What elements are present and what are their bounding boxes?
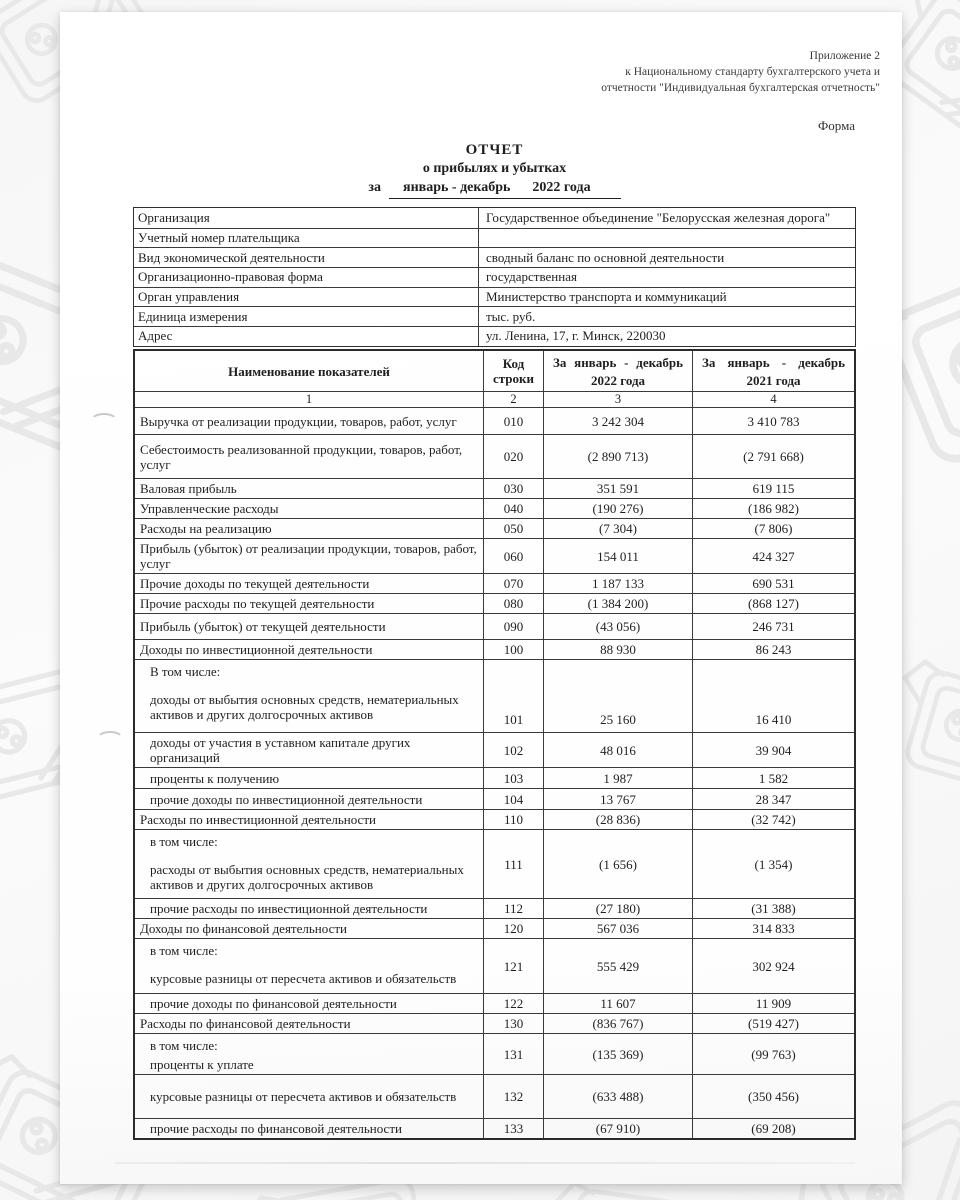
pl-row-070 — [135, 573, 854, 593]
pl-row-110 — [135, 809, 854, 829]
report-period — [133, 180, 856, 199]
row-name-cell — [135, 899, 483, 918]
info-row — [134, 208, 855, 228]
table-body — [135, 407, 854, 1138]
period-underlined — [389, 180, 621, 199]
row-name: проценты к уплате — [150, 1057, 254, 1072]
row-code: 121 — [483, 939, 543, 993]
row-name-cell — [135, 614, 483, 639]
row-value-2021: 11 909 — [692, 994, 854, 1013]
header-2022-line1: За январь - декабрь — [553, 354, 683, 370]
row-name: курсовые разницы от пересчета активов и обязательств — [150, 971, 457, 986]
row-code: 133 — [483, 1119, 543, 1138]
row-name-cell — [135, 939, 483, 993]
row-value-2022: 351 591 — [543, 479, 692, 498]
scan-mark-arc — [96, 731, 124, 748]
row-value-2021: 302 924 — [692, 939, 854, 993]
info-row — [134, 228, 855, 248]
pl-row-120 — [135, 918, 854, 938]
pl-row-080 — [135, 593, 854, 613]
row-name: расходы от выбытия основных средств, нематериальных активов и других долгосрочных активов — [150, 862, 464, 892]
pl-row-030 — [135, 478, 854, 498]
row-value-2022: 3 242 304 — [543, 408, 692, 434]
row-code: 070 — [483, 574, 543, 593]
row-name: Расходы по инвестиционной деятельности — [140, 812, 376, 827]
pl-row-133 — [135, 1118, 854, 1138]
row-prefix: в том числе: — [150, 834, 218, 849]
row-value-2021: (519 427) — [692, 1014, 854, 1033]
row-code: 090 — [483, 614, 543, 639]
appendix-line: к Национальному стандарту бухгалтерского учета и — [625, 66, 880, 78]
pl-row-090 — [135, 613, 854, 639]
col-number: 3 — [543, 392, 692, 407]
row-name: проценты к получению — [150, 770, 280, 786]
row-name: прочие расходы по финансовой деятельности — [150, 1121, 402, 1136]
pl-row-112 — [135, 898, 854, 918]
page-crease — [115, 1162, 855, 1164]
period-year: 2022 года — [532, 180, 591, 195]
row-code: 080 — [483, 594, 543, 613]
row-value-2021: (32 742) — [692, 810, 854, 829]
header-2021 — [692, 351, 854, 391]
header-code — [483, 351, 543, 391]
row-value-2021: (7 806) — [692, 519, 854, 538]
row-prefix: в том числе: — [150, 943, 218, 958]
row-code: 122 — [483, 994, 543, 1013]
row-value-2022: 25 160 — [543, 660, 692, 732]
row-name: прочие доходы по инвестиционной деятельности — [150, 791, 423, 807]
row-code: 111 — [483, 830, 543, 898]
row-name-cell — [135, 479, 483, 498]
appendix-note — [601, 48, 880, 96]
row-name: Доходы по инвестиционной деятельности — [140, 642, 373, 657]
header-code-line2: строки — [492, 371, 535, 386]
row-value-2022: 567 036 — [543, 919, 692, 938]
pl-row-102 — [135, 732, 854, 767]
row-code: 103 — [483, 768, 543, 788]
info-label: Адрес — [134, 327, 479, 346]
row-code: 112 — [483, 899, 543, 918]
row-name-cell — [135, 499, 483, 518]
row-name-cell — [135, 810, 483, 829]
row-name: курсовые разницы от пересчета активов и обязательств — [150, 1089, 457, 1104]
row-code: 102 — [483, 733, 543, 767]
row-value-2022: 48 016 — [543, 733, 692, 767]
pl-row-121 — [135, 938, 854, 993]
col-number: 1 — [305, 392, 313, 406]
period-months: январь - декабрь — [403, 180, 511, 195]
row-value-2022: (7 304) — [543, 519, 692, 538]
row-value-2022: (27 180) — [543, 899, 692, 918]
info-label: Вид экономической деятельности — [134, 248, 479, 267]
pl-row-103 — [135, 767, 854, 788]
row-value-2021: (31 388) — [692, 899, 854, 918]
row-name: доходы от участия в уставном капитале других организаций — [150, 735, 411, 765]
row-value-2021: (1 354) — [692, 830, 854, 898]
row-name-cell — [135, 830, 483, 898]
pl-row-100 — [135, 639, 854, 659]
pl-row-111 — [135, 829, 854, 898]
info-value: государственная — [486, 269, 577, 285]
row-value-2022: 1 187 133 — [543, 574, 692, 593]
row-value-2022: 1 987 — [543, 768, 692, 788]
row-code: 101 — [483, 660, 543, 732]
row-value-2022: 555 429 — [543, 939, 692, 993]
row-code: 104 — [483, 789, 543, 809]
report-title-line1: ОТЧЕТ — [465, 142, 524, 158]
pl-row-132 — [135, 1074, 854, 1118]
profit-loss-table — [133, 349, 856, 1140]
table-header-row — [135, 351, 854, 391]
row-name-cell — [135, 1119, 483, 1138]
pl-row-130 — [135, 1013, 854, 1033]
info-value: Государственное объединение "Белорусская железная дорога" — [486, 209, 831, 225]
row-code: 132 — [483, 1075, 543, 1118]
info-row — [134, 306, 855, 326]
row-name: Валовая прибыль — [140, 481, 237, 496]
row-value-2021: 1 582 — [692, 768, 854, 788]
row-code: 131 — [483, 1034, 543, 1074]
row-value-2022: (836 767) — [543, 1014, 692, 1033]
appendix-line: отчетности "Индивидуальная бухгалтерская отчетность" — [601, 82, 880, 94]
info-label: Учетный номер плательщика — [134, 229, 479, 248]
row-name: Выручка от реализации продукции, товаров, работ, услуг — [140, 413, 457, 429]
row-value-2022: 154 011 — [543, 539, 692, 573]
row-name: Прибыль (убыток) от текущей деятельности — [140, 619, 386, 634]
row-value-2021: 3 410 783 — [692, 408, 854, 434]
row-value-2022: (67 910) — [543, 1119, 692, 1138]
appendix-line: Приложение 2 — [809, 50, 880, 62]
row-code: 110 — [483, 810, 543, 829]
row-value-2022: (135 369) — [543, 1034, 692, 1074]
row-value-2021: (186 982) — [692, 499, 854, 518]
row-code: 050 — [483, 519, 543, 538]
pl-row-122 — [135, 993, 854, 1013]
row-name: Расходы на реализацию — [140, 521, 272, 536]
row-name-cell — [135, 733, 483, 767]
row-prefix: в том числе: — [150, 1038, 218, 1053]
row-name: Расходы по финансовой деятельности — [140, 1016, 351, 1031]
pl-row-101 — [135, 659, 854, 732]
pl-row-040 — [135, 498, 854, 518]
scan-mark-arc — [90, 413, 118, 430]
column-numbering-row — [135, 391, 854, 407]
info-row — [134, 287, 855, 307]
col-number: 4 — [692, 392, 854, 407]
row-value-2021: 690 531 — [692, 574, 854, 593]
row-name-cell — [135, 594, 483, 613]
row-name-cell — [135, 539, 483, 573]
row-name-cell — [135, 994, 483, 1013]
header-2022 — [543, 351, 692, 391]
header-name: Наименование показателей — [228, 363, 390, 379]
row-value-2021: 39 904 — [692, 733, 854, 767]
row-value-2022: (28 836) — [543, 810, 692, 829]
row-code: 020 — [483, 435, 543, 478]
row-name-cell — [135, 574, 483, 593]
row-value-2022: (633 488) — [543, 1075, 692, 1118]
row-name: Прибыль (убыток) от реализации продукции, товаров, работ, услуг — [140, 541, 477, 571]
row-code: 030 — [483, 479, 543, 498]
info-row — [134, 326, 855, 346]
row-value-2021: (69 208) — [692, 1119, 854, 1138]
info-value: сводный баланс по основной деятельности — [486, 249, 725, 265]
row-value-2022: 88 930 — [543, 640, 692, 659]
pl-row-131 — [135, 1033, 854, 1074]
pl-row-104 — [135, 788, 854, 809]
row-value-2021: 619 115 — [692, 479, 854, 498]
report-title-line2: о прибылях и убытках — [422, 161, 567, 176]
info-label: Единица измерения — [134, 307, 479, 326]
row-code: 100 — [483, 640, 543, 659]
header-2022-line2: 2022 года — [590, 372, 646, 388]
row-name: Управленческие расходы — [140, 501, 279, 516]
info-value: Министерство транспорта и коммуникаций — [486, 289, 727, 305]
row-name: Доходы по финансовой деятельности — [140, 921, 347, 936]
row-value-2022: (190 276) — [543, 499, 692, 518]
row-value-2021: (2 791 668) — [692, 435, 854, 478]
header-2021-line1: За январь - декабрь — [702, 354, 845, 370]
row-value-2021: 424 327 — [692, 539, 854, 573]
row-name-cell — [135, 408, 483, 434]
row-name-cell — [135, 1075, 483, 1118]
pl-row-020 — [135, 434, 854, 478]
info-label: Организация — [134, 208, 479, 228]
org-info-table — [133, 207, 856, 347]
row-value-2021: (350 456) — [692, 1075, 854, 1118]
info-label: Орган управления — [134, 288, 479, 307]
row-name: прочие расходы по инвестиционной деятельности — [150, 901, 428, 916]
row-value-2021: 28 347 — [692, 789, 854, 809]
row-value-2022: 13 767 — [543, 789, 692, 809]
row-name: доходы от выбытия основных средств, нематериальных активов и других долгосрочных активов — [150, 692, 459, 722]
row-code: 130 — [483, 1014, 543, 1033]
row-value-2021: (99 763) — [692, 1034, 854, 1074]
row-name-cell — [135, 660, 483, 732]
row-name-cell — [135, 919, 483, 938]
row-name-cell — [135, 519, 483, 538]
row-name-cell — [135, 435, 483, 478]
info-value — [479, 229, 855, 248]
pl-row-060 — [135, 538, 854, 573]
info-row — [134, 247, 855, 267]
col-number: 2 — [483, 392, 543, 407]
header-code-line1: Код — [502, 356, 525, 371]
row-name: прочие доходы по финансовой деятельности — [150, 996, 397, 1011]
row-name: Прочие расходы по текущей деятельности — [140, 596, 375, 611]
row-value-2021: 246 731 — [692, 614, 854, 639]
pl-row-010 — [135, 407, 854, 434]
info-label: Организационно-правовая форма — [134, 268, 479, 287]
row-name-cell — [135, 768, 483, 788]
period-prefix: за — [368, 180, 382, 195]
row-name-cell — [135, 1014, 483, 1033]
info-row — [134, 267, 855, 287]
info-value: ул. Ленина, 17, г. Минск, 220030 — [486, 328, 666, 344]
row-prefix: В том числе: — [150, 664, 221, 679]
row-value-2021: 16 410 — [692, 660, 854, 732]
header-2021-line2: 2021 года — [746, 372, 801, 388]
row-code: 010 — [483, 408, 543, 434]
row-value-2022: 11 607 — [543, 994, 692, 1013]
row-name: Себестоимость реализованной продукции, товаров, работ, услуг — [140, 441, 463, 472]
row-name: Прочие доходы по текущей деятельности — [140, 576, 370, 591]
row-name-cell — [135, 789, 483, 809]
report-title — [133, 142, 856, 199]
row-value-2022: (1 384 200) — [543, 594, 692, 613]
info-value: тыс. руб. — [486, 308, 536, 324]
row-value-2021: (868 127) — [692, 594, 854, 613]
row-value-2022: (2 890 713) — [543, 435, 692, 478]
row-code: 040 — [483, 499, 543, 518]
form-label: Форма — [818, 118, 855, 133]
row-value-2021: 314 833 — [692, 919, 854, 938]
pl-row-050 — [135, 518, 854, 538]
row-name-cell — [135, 1034, 483, 1074]
row-code: 060 — [483, 539, 543, 573]
row-code: 120 — [483, 919, 543, 938]
row-name-cell — [135, 640, 483, 659]
row-value-2022: (1 656) — [543, 830, 692, 898]
row-value-2022: (43 056) — [543, 614, 692, 639]
row-value-2021: 86 243 — [692, 640, 854, 659]
document-page — [60, 12, 902, 1184]
